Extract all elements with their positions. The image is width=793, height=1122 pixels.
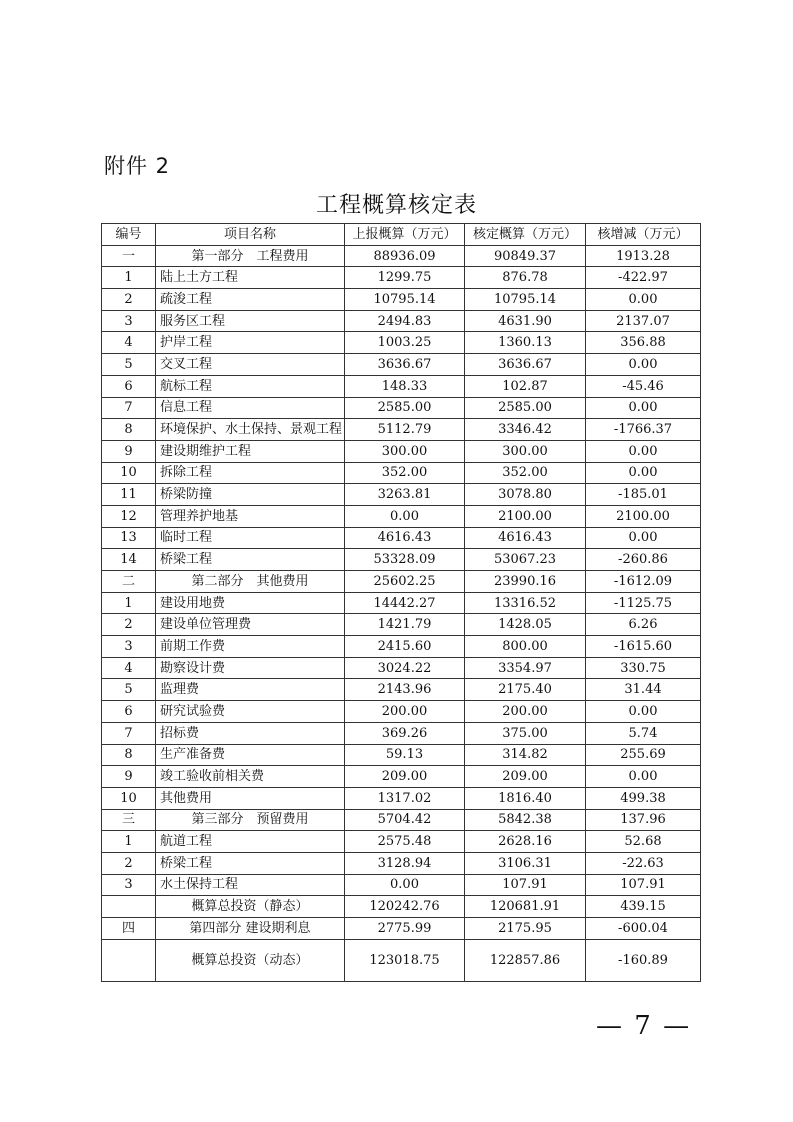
row-number: 2 [102,852,156,874]
row-change-value: 0.00 [586,462,701,484]
row-item-name: 研究试验费 [156,701,345,723]
row-number: 14 [102,549,156,571]
row-change-value: 0.00 [586,701,701,723]
row-number: 9 [102,440,156,462]
row-approved-value: 4631.90 [465,310,586,332]
table-row [102,614,701,636]
row-number: 11 [102,484,156,506]
page-title: 工程概算核定表 [315,193,477,218]
row-reported-value: 2494.83 [345,310,465,332]
table-row [102,484,701,506]
row-approved-value: 102.87 [465,375,586,397]
header-name: 项目名称 [156,224,345,246]
row-change-value: 31.44 [586,679,701,701]
row-reported-value: 120242.76 [345,896,465,918]
row-reported-value: 25602.25 [345,571,465,593]
row-item-name: 其他费用 [156,787,345,809]
row-number: 9 [102,766,156,788]
row-change-value: -1125.75 [586,592,701,614]
row-number: 3 [102,636,156,658]
row-approved-value: 23990.16 [465,571,586,593]
row-reported-value: 352.00 [345,462,465,484]
row-item-name: 桥梁工程 [156,852,345,874]
row-reported-value: 10795.14 [345,289,465,311]
row-change-value: -1766.37 [586,419,701,441]
header-approved: 核定概算（万元） [465,224,586,246]
row-number: 1 [102,592,156,614]
row-reported-value: 300.00 [345,440,465,462]
row-number: 三 [102,809,156,831]
row-item-name: 航标工程 [156,375,345,397]
row-number: 3 [102,874,156,896]
row-change-value: -22.63 [586,852,701,874]
row-item-name: 陆上土方工程 [156,267,345,289]
row-item-name: 建设用地费 [156,592,345,614]
table-row [102,657,701,679]
row-approved-value: 3106.31 [465,852,586,874]
row-reported-value: 5112.79 [345,419,465,441]
row-approved-value: 375.00 [465,722,586,744]
table-row [102,332,701,354]
row-approved-value: 13316.52 [465,592,586,614]
row-approved-value: 300.00 [465,440,586,462]
row-number: 7 [102,397,156,419]
row-approved-value: 1428.05 [465,614,586,636]
row-reported-value: 0.00 [345,505,465,527]
row-item-name: 疏浚工程 [156,289,345,311]
table-row [102,245,701,267]
row-change-value: 439.15 [586,896,701,918]
row-change-value: 0.00 [586,766,701,788]
row-item-name: 建设单位管理费 [156,614,345,636]
table-row [102,701,701,723]
row-number: 4 [102,657,156,679]
row-reported-value: 14442.27 [345,592,465,614]
row-item-name: 水土保持工程 [156,874,345,896]
table-row [102,787,701,809]
row-approved-value: 122857.86 [465,939,586,981]
row-approved-value: 5842.38 [465,809,586,831]
row-change-value: -160.89 [586,939,701,981]
row-reported-value: 0.00 [345,874,465,896]
row-item-name: 信息工程 [156,397,345,419]
row-change-value: -45.46 [586,375,701,397]
row-reported-value: 200.00 [345,701,465,723]
row-change-value: 2137.07 [586,310,701,332]
row-change-value: -1612.09 [586,571,701,593]
row-item-name: 管理养护地基 [156,505,345,527]
row-approved-value: 200.00 [465,701,586,723]
table-row [102,419,701,441]
table-row [102,354,701,376]
row-approved-value: 1360.13 [465,332,586,354]
row-number: 5 [102,354,156,376]
row-reported-value: 88936.09 [345,245,465,267]
row-reported-value: 3128.94 [345,852,465,874]
row-approved-value: 2628.16 [465,831,586,853]
table-row [102,939,701,981]
attachment-label: 附件 2 [104,154,171,178]
row-number: 一 [102,245,156,267]
row-number: 2 [102,289,156,311]
row-change-value: 0.00 [586,354,701,376]
row-number: 6 [102,701,156,723]
row-change-value: 52.68 [586,831,701,853]
table-row [102,722,701,744]
row-change-value: 0.00 [586,527,701,549]
row-item-name: 生产准备费 [156,744,345,766]
row-item-name: 第三部分 预留费用 [156,809,345,831]
row-number: 2 [102,614,156,636]
table-row [102,679,701,701]
header-reported: 上报概算（万元） [345,224,465,246]
row-reported-value: 3263.81 [345,484,465,506]
row-approved-value: 53067.23 [465,549,586,571]
row-change-value: 5.74 [586,722,701,744]
row-item-name: 概算总投资（动态） [156,939,345,981]
table-row [102,809,701,831]
row-change-value: -422.97 [586,267,701,289]
row-reported-value: 2775.99 [345,918,465,940]
row-number: 12 [102,505,156,527]
row-reported-value: 2415.60 [345,636,465,658]
row-reported-value: 2585.00 [345,397,465,419]
row-change-value: 0.00 [586,440,701,462]
row-change-value: 107.91 [586,874,701,896]
row-item-name: 监理费 [156,679,345,701]
row-reported-value: 3636.67 [345,354,465,376]
row-reported-value: 1421.79 [345,614,465,636]
table-row [102,505,701,527]
row-item-name: 第二部分 其他费用 [156,571,345,593]
row-approved-value: 3636.67 [465,354,586,376]
table-row [102,289,701,311]
row-number: 7 [102,722,156,744]
row-change-value: 255.69 [586,744,701,766]
table-row [102,549,701,571]
row-item-name: 第四部分 建设期利息 [156,918,345,940]
row-number: 6 [102,375,156,397]
table-row [102,831,701,853]
row-change-value: -600.04 [586,918,701,940]
table-row [102,440,701,462]
row-reported-value: 1299.75 [345,267,465,289]
table-row [102,874,701,896]
row-number: 1 [102,267,156,289]
row-item-name: 前期工作费 [156,636,345,658]
row-change-value: 0.00 [586,397,701,419]
row-approved-value: 800.00 [465,636,586,658]
row-reported-value: 2143.96 [345,679,465,701]
row-item-name: 桥梁防撞 [156,484,345,506]
row-approved-value: 10795.14 [465,289,586,311]
table-row [102,852,701,874]
row-approved-value: 352.00 [465,462,586,484]
row-change-value: -1615.60 [586,636,701,658]
page-number: — 7 — [596,1011,692,1041]
table-row [102,462,701,484]
row-number [102,896,156,918]
row-reported-value: 5704.42 [345,809,465,831]
row-item-name: 概算总投资（静态） [156,896,345,918]
table-row [102,267,701,289]
row-item-name: 服务区工程 [156,310,345,332]
row-number: 5 [102,679,156,701]
row-item-name: 桥梁工程 [156,549,345,571]
row-number: 1 [102,831,156,853]
table-row [102,896,701,918]
row-reported-value: 148.33 [345,375,465,397]
row-approved-value: 3346.42 [465,419,586,441]
row-item-name: 护岸工程 [156,332,345,354]
row-reported-value: 369.26 [345,722,465,744]
row-number: 10 [102,462,156,484]
row-item-name: 竣工验收前相关费 [156,766,345,788]
row-change-value: 1913.28 [586,245,701,267]
row-reported-value: 1003.25 [345,332,465,354]
row-change-value: 356.88 [586,332,701,354]
header-change: 核增减（万元） [586,224,701,246]
table-row [102,766,701,788]
row-change-value: 6.26 [586,614,701,636]
row-approved-value: 107.91 [465,874,586,896]
row-reported-value: 1317.02 [345,787,465,809]
row-item-name: 交叉工程 [156,354,345,376]
table-header-row [102,224,701,246]
row-change-value: 0.00 [586,289,701,311]
row-approved-value: 3078.80 [465,484,586,506]
row-approved-value: 4616.43 [465,527,586,549]
estimate-table [101,223,701,982]
table-row [102,527,701,549]
row-approved-value: 120681.91 [465,896,586,918]
row-approved-value: 876.78 [465,267,586,289]
table-row [102,571,701,593]
table-row [102,918,701,940]
row-approved-value: 2175.95 [465,918,586,940]
row-reported-value: 123018.75 [345,939,465,981]
row-reported-value: 3024.22 [345,657,465,679]
row-reported-value: 59.13 [345,744,465,766]
table-row [102,375,701,397]
row-number: 13 [102,527,156,549]
row-number: 3 [102,310,156,332]
row-item-name: 航道工程 [156,831,345,853]
row-reported-value: 53328.09 [345,549,465,571]
row-change-value: 137.96 [586,809,701,831]
row-approved-value: 314.82 [465,744,586,766]
row-approved-value: 1816.40 [465,787,586,809]
row-reported-value: 209.00 [345,766,465,788]
row-approved-value: 2585.00 [465,397,586,419]
row-change-value: 499.38 [586,787,701,809]
row-number [102,939,156,981]
row-item-name: 拆除工程 [156,462,345,484]
row-item-name: 建设期维护工程 [156,440,345,462]
table-row [102,397,701,419]
table-row [102,592,701,614]
row-number: 4 [102,332,156,354]
row-reported-value: 4616.43 [345,527,465,549]
row-change-value: -185.01 [586,484,701,506]
row-approved-value: 209.00 [465,766,586,788]
row-item-name: 环境保护、水土保持、景观工程 [156,419,345,441]
row-item-name: 第一部分 工程费用 [156,245,345,267]
table-row [102,744,701,766]
row-approved-value: 3354.97 [465,657,586,679]
row-reported-value: 2575.48 [345,831,465,853]
row-number: 10 [102,787,156,809]
row-number: 二 [102,571,156,593]
table-row [102,636,701,658]
row-change-value: 2100.00 [586,505,701,527]
row-approved-value: 2100.00 [465,505,586,527]
table-row [102,310,701,332]
row-change-value: -260.86 [586,549,701,571]
header-no: 编号 [102,224,156,246]
row-approved-value: 90849.37 [465,245,586,267]
row-number: 四 [102,918,156,940]
row-item-name: 招标费 [156,722,345,744]
row-approved-value: 2175.40 [465,679,586,701]
row-number: 8 [102,744,156,766]
row-item-name: 临时工程 [156,527,345,549]
row-number: 8 [102,419,156,441]
row-change-value: 330.75 [586,657,701,679]
row-item-name: 勘察设计费 [156,657,345,679]
